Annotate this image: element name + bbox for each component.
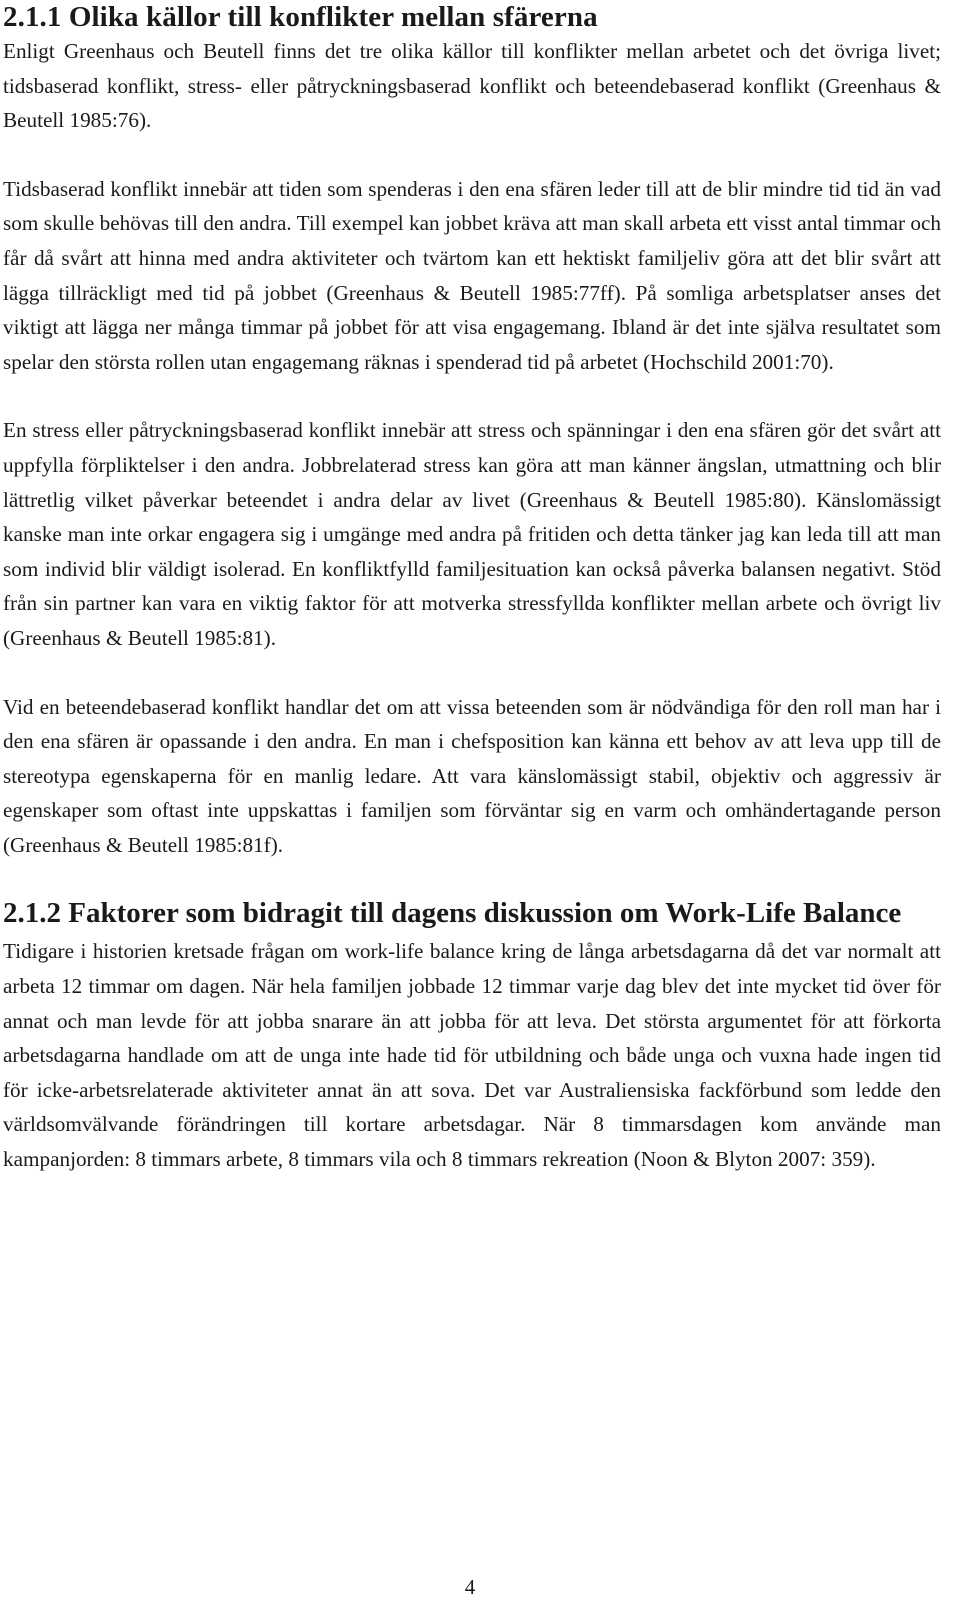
section-heading: 2.1.2 Faktorer som bidragit till dagens diskussion om Work-Life Balance [3, 897, 902, 930]
paragraph: Tidigare i historien kretsade frågan om work-life balance kring de långa arbetsdagarna då det var normalt att arbeta 12 timmar om dagen. När hela familjen jobbade 12 timmar varje dag blev det inte mycket tid över för annat och man levde för att jobba snarare än att jobba för att leva. Det största argumentet för att förkorta arbetsdagarna handlade om att de unga inte hade tid för utbildning och både unga och vuxna hade ingen tid för icke-arbetsrelaterade aktiviteter annat än att sova. Det var Australiensiska fackförbund som ledde den världsomvälvande förändringen till kortare arbetsdagar. När 8 timmarsdagen kom använde man kampanjorden: 8 timmars arbete, 8 timmars vila och 8 timmars rekreation (Noon & Blyton 2007: 359). [3, 939, 941, 1172]
paragraph: Tidsbaserad konflikt innebär att tiden som spenderas i den ena sfären leder till att de blir mindre tid tid än vad som skulle behövas till den andra. Till exempel kan jobbet kräva att man skall arbeta ett visst antal timmar och får då svårt att hinna med andra aktiviteter och tvärtom kan ett hektiskt familjeliv göra att det blir svårt att lägga tillräckligt med tid på jobbet (Greenhaus & Beutell 1985:77ff). På somliga arbetsplatser anses det viktigt att lägga ner många timmar på jobbet för att visa engagemang. Ibland är det inte själva resultatet som spelar den största rollen utan engagemang räknas i spenderad tid på arbetet (Hochschild 2001:70). [3, 176, 941, 374]
document-page [3, 0, 941, 1177]
page-number: 4 [464, 1575, 476, 1599]
paragraph: En stress eller påtryckningsbaserad konflikt innebär att stress och spänningar i den ena sfären gör det svårt att uppfylla förpliktelser i den andra. Jobbrelaterad stress kan göra att man känner ängslan, utmattning och blir lättretlig vilket påverkar beteendet i andra delar av livet (Greenhaus & Beutell 1985:80). Känslomässigt kanske man inte orkar engagera sig i umgänge med andra på fritiden och detta tänker jag kan leda till att man som individ blir väldigt isolerad. En konfliktfylld familjesituation kan också påverka balansen negativt. Stöd från sin partner kan vara en viktig faktor för att motverka stressfyllda konflikter mellan arbete och övrigt liv (Greenhaus & Beutell 1985:81). [3, 418, 941, 650]
paragraph: Enligt Greenhaus och Beutell finns det tre olika källor till konflikter mellan arbetet och det övriga livet; tidsbaserad konflikt, stress- eller påtryckningsbaserad konflikt och beteendebaserad konflikt (Greenhaus & Beutell 1985:76). [3, 39, 941, 133]
paragraph: Vid en beteendebaserad konflikt handlar det om att vissa beteenden som är nödvändiga för den roll man har i den ena sfären är opassande i den andra. En man i chefsposition kan känna ett behov av att leva upp till de stereotypa egenskaperna för en manlig ledare. Att vara känslomässigt stabil, objektiv och aggressiv är egenskaper som oftast inte uppskattas i familjen som förväntar sig en varm och omhändertagande person (Greenhaus & Beutell 1985:81f). [3, 694, 941, 857]
section-heading: 2.1.1 Olika källor till konflikter mellan sfärerna [3, 1, 598, 33]
